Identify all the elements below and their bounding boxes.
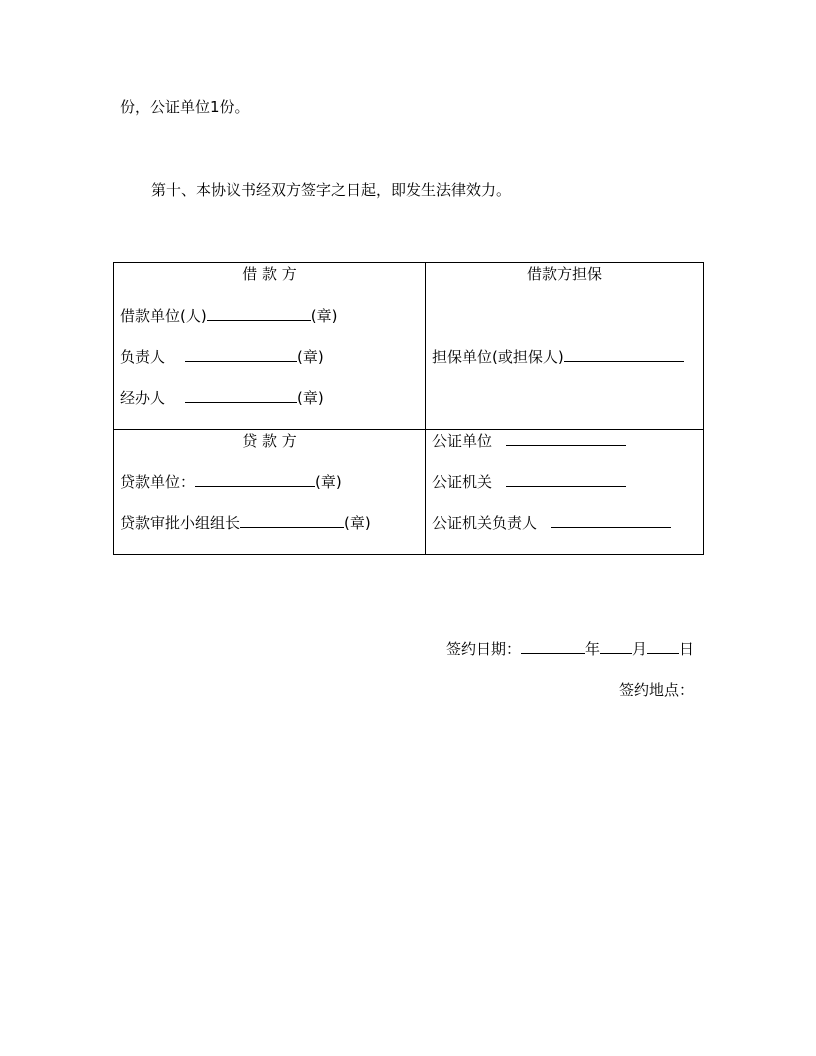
lender-leader-seal: (章) <box>344 514 371 532</box>
notary-unit-row <box>432 430 626 451</box>
borrower-unit-label: 借款单位(人) <box>120 307 207 325</box>
year-blank[interactable] <box>521 638 585 654</box>
borrower-person-label: 负责人 <box>120 348 166 366</box>
lender-unit-label: 贷款单位： <box>120 473 196 491</box>
notary-office-label: 公证机关 <box>432 473 493 491</box>
borrower-unit-blank[interactable] <box>207 305 311 321</box>
notary-cell <box>426 430 704 555</box>
lender-leader-row <box>120 512 371 533</box>
borrower-person-seal: (章) <box>297 348 324 366</box>
article-ten: 第十、本协议书经双方签字之日起，即发生法律效力。 <box>151 181 512 199</box>
signing-date-label: 签约日期： <box>445 640 521 658</box>
borrower-cell <box>114 263 426 430</box>
day-blank[interactable] <box>647 638 679 654</box>
notary-head-blank[interactable] <box>551 512 671 528</box>
guarantor-unit-label: 担保单位(或担保人) <box>432 348 564 366</box>
borrower-person-row <box>120 346 324 367</box>
notary-head-label: 公证机关负责人 <box>432 514 538 532</box>
notary-unit-blank[interactable] <box>506 430 626 446</box>
lender-cell <box>114 430 426 555</box>
signature-table <box>113 262 704 555</box>
borrower-unit-seal: (章) <box>310 307 338 325</box>
signing-place-row <box>619 680 694 700</box>
borrower-person-blank[interactable] <box>185 346 297 362</box>
guarantor-unit-blank[interactable] <box>564 346 684 362</box>
month-label: 月 <box>631 640 647 658</box>
borrower-agent-label: 经办人 <box>120 389 166 407</box>
notary-office-row <box>432 471 626 492</box>
notary-head-row <box>432 512 671 533</box>
lender-unit-seal: (章) <box>315 473 342 491</box>
lender-unit-row <box>120 471 342 492</box>
lender-title: 贷 款 方 <box>242 432 297 450</box>
lender-leader-label: 贷款审批小组组长 <box>120 514 241 532</box>
year-label: 年 <box>584 640 600 658</box>
borrower-title: 借 款 方 <box>242 265 297 283</box>
lender-leader-blank[interactable] <box>240 512 344 528</box>
notary-unit-label: 公证单位 <box>432 432 493 450</box>
signing-place-label: 签约地点： <box>618 681 694 699</box>
guarantor-title: 借款方担保 <box>526 265 602 283</box>
borrower-agent-blank[interactable] <box>185 387 297 403</box>
borrower-unit-row <box>120 305 337 326</box>
month-blank[interactable] <box>600 638 632 654</box>
guarantor-unit-row <box>432 346 684 367</box>
guarantor-cell <box>426 263 704 430</box>
paragraph-continuation: 份，公证单位1份。 <box>120 98 250 116</box>
borrower-agent-seal: (章) <box>297 389 324 407</box>
borrower-agent-row <box>120 387 324 408</box>
notary-office-blank[interactable] <box>506 471 626 487</box>
lender-unit-blank[interactable] <box>195 471 315 487</box>
signing-date-row <box>446 638 694 659</box>
day-label: 日 <box>678 640 694 658</box>
